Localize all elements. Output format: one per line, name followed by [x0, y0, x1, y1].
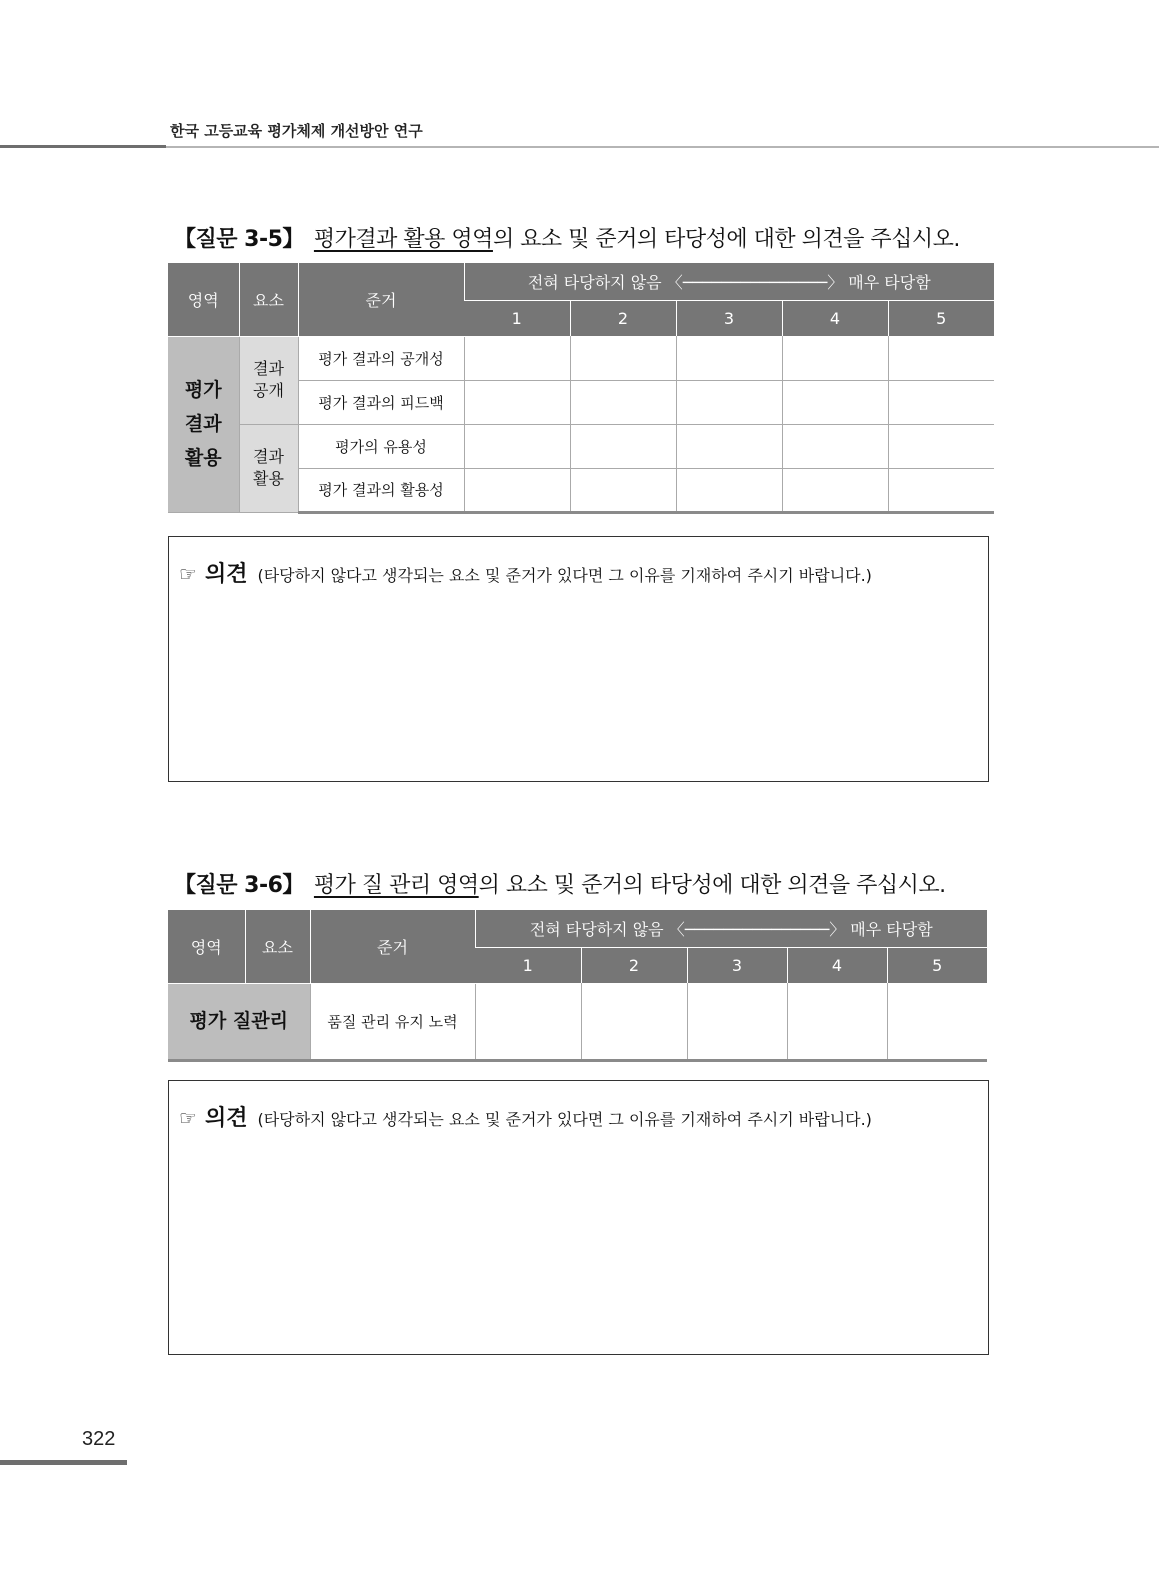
question-3-5-heading [174, 222, 960, 253]
question-focus-area: 평가결과 활용 영역 [313, 227, 493, 252]
column-header-criteria: 준거 [298, 263, 464, 336]
criteria-cell: 평가 결과의 피드백 [298, 380, 464, 424]
opinion-box-3-5[interactable] [168, 536, 989, 782]
criteria-cell: 평가 결과의 활용성 [298, 468, 464, 512]
footer-rule [0, 1460, 127, 1465]
rating-cell-3[interactable] [676, 424, 782, 468]
rating-cell-3[interactable] [676, 380, 782, 424]
rating-cell-1[interactable] [464, 424, 570, 468]
element-cell: 결과 공개 [239, 336, 298, 424]
criteria-cell: 평가 결과의 공개성 [298, 336, 464, 380]
header-rule-dark [0, 145, 166, 148]
pointing-hand-icon: ☞ [179, 562, 197, 586]
opinion-instruction: (타당하지 않다고 생각되는 요소 및 준거가 있다면 그 이유를 기재하여 주시기 바랍니다.) [257, 566, 872, 585]
table-row [168, 424, 994, 468]
scale-point-4: 4 [782, 300, 888, 336]
question-text: 의 요소 및 준거의 타당성에 대한 의견을 주십시오. [492, 227, 960, 252]
opinion-title: 의견 [204, 1106, 248, 1131]
opinion-box-3-6[interactable] [168, 1080, 989, 1355]
survey-table-3-6 [168, 910, 987, 1062]
rating-cell-2[interactable] [581, 983, 687, 1060]
rating-cell-3[interactable] [676, 468, 782, 512]
survey-table-3-5 [168, 263, 994, 514]
rating-cell-5[interactable] [888, 336, 994, 380]
column-header-area: 영역 [168, 263, 239, 336]
scale-point-2: 2 [581, 947, 687, 983]
opinion-heading [179, 1101, 872, 1132]
table-row [168, 983, 987, 1060]
rating-cell-2[interactable] [570, 336, 676, 380]
scale-point-5: 5 [887, 947, 987, 983]
column-header-area: 영역 [168, 910, 245, 983]
question-number: 【질문 3-6】 [174, 873, 304, 898]
scale-point-1: 1 [475, 947, 581, 983]
rating-cell-2[interactable] [570, 380, 676, 424]
rating-cell-1[interactable] [475, 983, 581, 1060]
area-cell: 평가 결과 활용 [168, 336, 239, 512]
element-cell: 결과 활용 [239, 424, 298, 512]
scale-header: 전혀 타당하지 않음 〈───────────────〉 매우 타당함 [464, 263, 994, 300]
column-header-element: 요소 [239, 263, 298, 336]
opinion-title: 의견 [204, 562, 248, 587]
rating-cell-2[interactable] [570, 424, 676, 468]
table-row [168, 336, 994, 380]
scale-point-3: 3 [687, 947, 787, 983]
criteria-cell: 품질 관리 유지 노력 [310, 983, 475, 1060]
scale-point-3: 3 [676, 300, 782, 336]
opinion-instruction: (타당하지 않다고 생각되는 요소 및 준거가 있다면 그 이유를 기재하여 주시기 바랍니다.) [257, 1110, 872, 1129]
rating-cell-1[interactable] [464, 468, 570, 512]
criteria-cell: 평가의 유용성 [298, 424, 464, 468]
rating-cell-4[interactable] [782, 380, 888, 424]
area-element-cell: 평가 질관리 [168, 983, 310, 1060]
rating-cell-1[interactable] [464, 380, 570, 424]
scale-header: 전혀 타당하지 않음 〈───────────────〉 매우 타당함 [475, 910, 987, 947]
column-header-element: 요소 [245, 910, 310, 983]
rating-cell-4[interactable] [782, 424, 888, 468]
rating-cell-4[interactable] [787, 983, 887, 1060]
header-rule-light [166, 146, 1159, 148]
page-number: 322 [82, 1428, 116, 1450]
question-number: 【질문 3-5】 [174, 227, 304, 252]
question-3-6-heading [174, 868, 946, 899]
rating-cell-5[interactable] [888, 424, 994, 468]
scale-point-5: 5 [888, 300, 994, 336]
rating-cell-5[interactable] [888, 380, 994, 424]
scale-point-4: 4 [787, 947, 887, 983]
rating-cell-5[interactable] [888, 468, 994, 512]
opinion-heading [179, 557, 872, 588]
running-head-title: 한국 고등교육 평가체제 개선방안 연구 [170, 122, 423, 140]
rating-cell-2[interactable] [570, 468, 676, 512]
column-header-criteria: 준거 [310, 910, 475, 983]
rating-cell-5[interactable] [887, 983, 987, 1060]
rating-cell-1[interactable] [464, 336, 570, 380]
question-focus-area: 평가 질 관리 영역 [313, 873, 479, 898]
scale-point-1: 1 [464, 300, 570, 336]
question-text: 의 요소 및 준거의 타당성에 대한 의견을 주십시오. [478, 873, 946, 898]
rating-cell-4[interactable] [782, 336, 888, 380]
rating-cell-3[interactable] [676, 336, 782, 380]
rating-cell-4[interactable] [782, 468, 888, 512]
scale-point-2: 2 [570, 300, 676, 336]
rating-cell-3[interactable] [687, 983, 787, 1060]
pointing-hand-icon: ☞ [179, 1106, 197, 1130]
